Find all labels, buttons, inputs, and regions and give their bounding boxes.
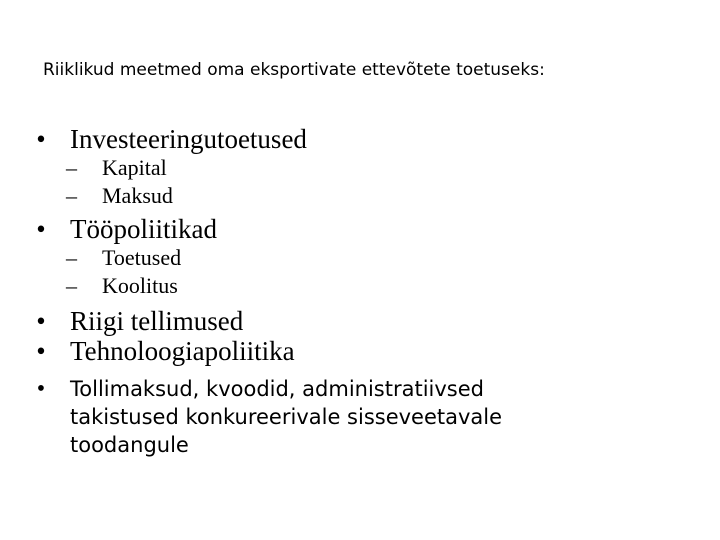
bullet-item-tehnoloogiapoliitika <box>30 336 670 366</box>
bullet-item-toopoliitikad <box>30 214 670 244</box>
slide-title: Riiklikud meetmed oma eksportivate ettevõtete toetuseks: <box>43 60 545 80</box>
bullet-item-tollimaksud <box>30 375 590 459</box>
subitem-label: Kapital <box>102 155 167 180</box>
bullet-label: Riigi tellimused <box>70 306 244 336</box>
dash-icon: – <box>66 155 77 180</box>
bullet-label: Tööpoliitikad <box>70 214 217 244</box>
bullet-icon: • <box>36 376 46 402</box>
bullet-item-investeeringutoetused <box>30 124 670 154</box>
subitem-label: Toetused <box>102 245 182 270</box>
subitem-label: Maksud <box>102 183 173 208</box>
bullet-item-riigi-tellimused <box>30 306 670 336</box>
subitem-maksud <box>30 182 670 210</box>
bullet-icon: • <box>36 306 46 336</box>
dash-icon: – <box>66 183 77 208</box>
subitem-kapital <box>30 154 670 182</box>
subitem-koolitus <box>30 272 670 300</box>
dash-icon: – <box>66 245 77 270</box>
bullet-list <box>30 124 670 459</box>
bullet-icon: • <box>36 336 46 366</box>
dash-icon: – <box>66 273 77 298</box>
bullet-icon: • <box>36 124 46 154</box>
subitem-toetused <box>30 244 670 272</box>
bullet-label: Investeeringutoetused <box>70 124 307 154</box>
bullet-icon: • <box>36 214 46 244</box>
bullet-label: Tehnoloogiapoliitika <box>70 336 295 366</box>
subitem-label: Koolitus <box>102 273 178 298</box>
bullet-label: Tollimaksud, kvoodid, administratiivsed takistused konkureerivale sisseveetavale toodangule <box>70 377 503 457</box>
